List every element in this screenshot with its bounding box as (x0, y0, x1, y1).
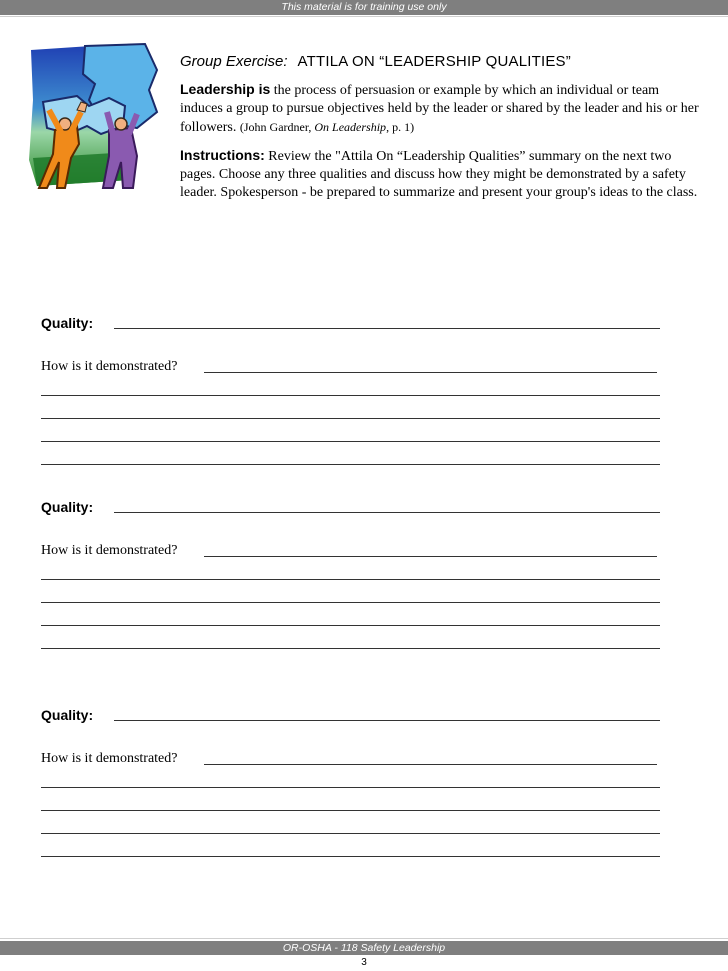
quality-row (41, 498, 661, 521)
teamwork-puzzle-clipart (25, 40, 161, 190)
quality-section-3 (41, 706, 661, 865)
answer-lines (41, 565, 661, 657)
answer-line[interactable] (41, 602, 660, 603)
citation-title: On Leadership (314, 120, 387, 134)
page-number: 3 (361, 957, 367, 968)
answer-line[interactable] (41, 625, 660, 626)
definition-term: Leadership is (180, 81, 271, 97)
demonstrated-label: How is it demonstrated? (41, 359, 178, 374)
quality-row (41, 314, 661, 337)
instructions-label: Instructions: (180, 147, 265, 163)
demonstrated-answer-line[interactable] (204, 556, 657, 557)
title-lead: Group Exercise: (180, 53, 288, 70)
footer-banner (0, 941, 728, 955)
answer-line[interactable] (41, 395, 660, 396)
page-title (180, 53, 700, 71)
answer-line[interactable] (41, 856, 660, 857)
instructions (180, 146, 700, 202)
quality-answer-line[interactable] (114, 512, 660, 513)
answer-line[interactable] (41, 464, 660, 465)
demonstrated-label: How is it demonstrated? (41, 543, 178, 558)
leadership-definition (180, 80, 700, 137)
quality-answer-line[interactable] (114, 720, 660, 721)
answer-line[interactable] (41, 787, 660, 788)
answer-lines (41, 381, 661, 473)
answer-lines (41, 773, 661, 865)
answer-line[interactable] (41, 441, 660, 442)
answer-line[interactable] (41, 579, 660, 580)
instructions-text: Review the "Attila On “Leadership Qualities” summary on the next two pages. Choose any three qualities and discuss how they might be demonstrated by a safety leader. Spokesperson - be prepared to summarize and present your group's ideas to the class. (180, 149, 698, 200)
quality-section-2 (41, 498, 661, 657)
answer-line[interactable] (41, 833, 660, 834)
title-main: ATTILA ON “LEADERSHIP QUALITIES” (297, 53, 571, 70)
citation-suffix: , p. 1) (386, 120, 415, 134)
demonstrated-row (41, 542, 661, 565)
footer-course-text: OR-OSHA - 118 Safety Leadership (282, 942, 446, 954)
answer-line[interactable] (41, 810, 660, 811)
exercise-header (180, 53, 700, 211)
quality-label: Quality: (41, 499, 94, 515)
citation (240, 120, 414, 134)
quality-label: Quality: (41, 315, 94, 331)
demonstrated-row (41, 750, 661, 773)
demonstrated-label: How is it demonstrated? (41, 751, 178, 766)
quality-label: Quality: (41, 707, 94, 723)
quality-answer-line[interactable] (114, 328, 660, 329)
citation-prefix: (John Gardner, (239, 120, 315, 134)
header-banner (0, 0, 728, 15)
demonstrated-row (41, 358, 661, 381)
demonstrated-answer-line[interactable] (204, 764, 657, 765)
demonstrated-answer-line[interactable] (204, 372, 657, 373)
answer-line[interactable] (41, 648, 660, 649)
quality-row (41, 706, 661, 729)
answer-line[interactable] (41, 418, 660, 419)
quality-section-1 (41, 314, 661, 473)
definition-text: the process of persuasion or example by which an individual or team induces a group to pursue objectives held by the leader or shared by the leader and his or her followers. (180, 83, 699, 135)
header-banner-text: This material is for training use only (281, 1, 447, 13)
